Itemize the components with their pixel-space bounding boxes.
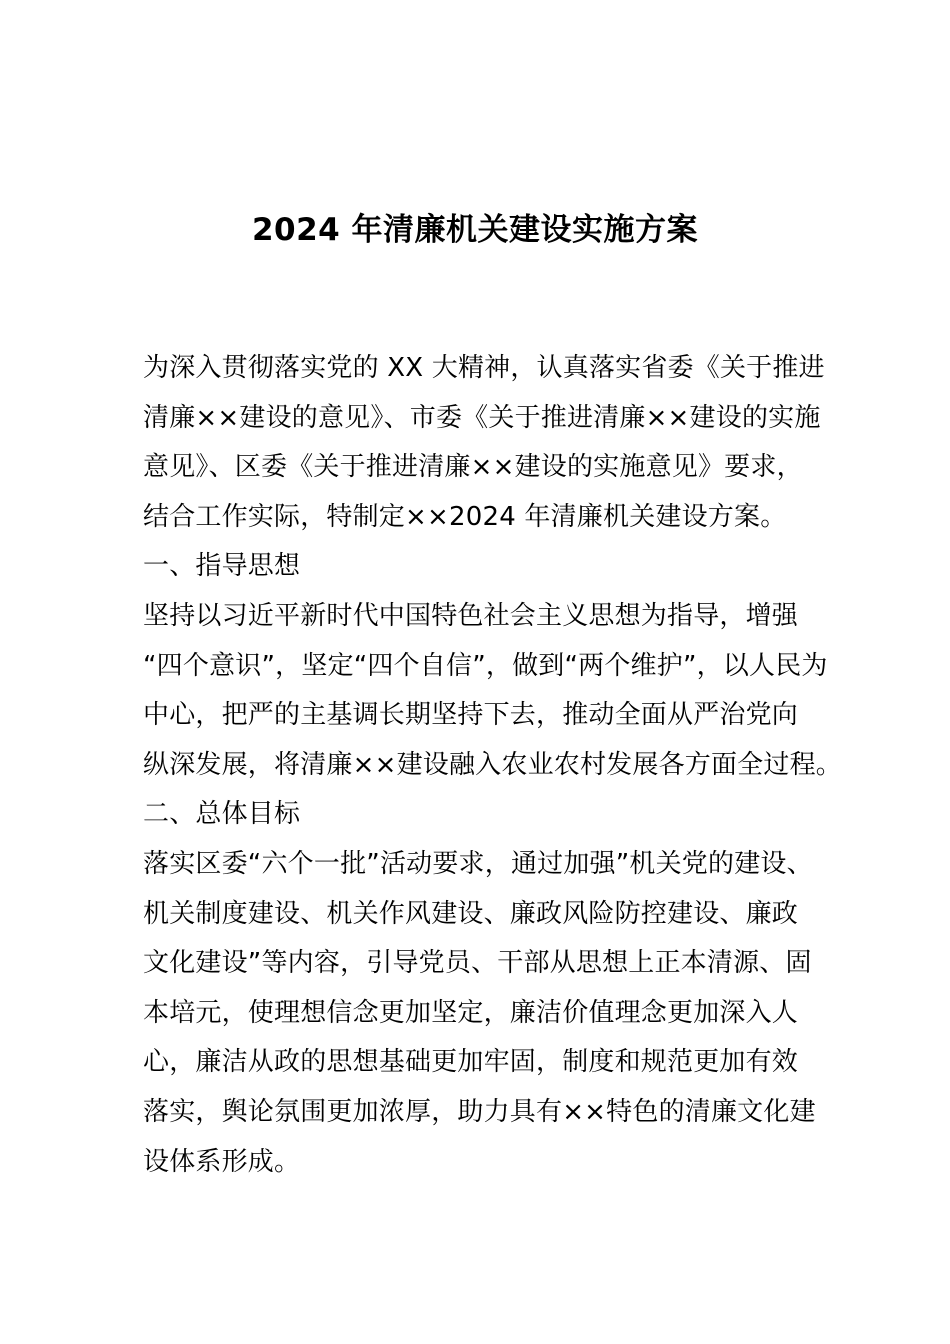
paragraph-guiding-line: 纵深发展，将清廉××建设融入农业农村发展各方面全过程。 <box>143 749 842 780</box>
paragraph-guiding-line: “四个意识”，坚定“四个自信”，做到“两个维护”，以人民为 <box>143 650 828 681</box>
section-heading-guiding-ideology: 一、指导思想 <box>143 551 301 582</box>
paragraph-intro-line: 意见》、区委《关于推进清廉××建设的实施意见》要求， <box>143 452 803 483</box>
paragraph-intro-line: 结合工作实际，特制定××2024 年清廉机关建设方案。 <box>143 501 787 532</box>
paragraph-goals-line: 设体系形成。 <box>143 1146 301 1177</box>
paragraph-goals-line: 落实，舆论氛围更加浓厚，助力具有××特色的清廉文化建 <box>143 1096 816 1127</box>
document-title: 2024 年清廉机关建设实施方案 <box>251 212 699 248</box>
paragraph-intro-line: 为深入贯彻落实党的 XX 大精神，认真落实省委《关于推进 <box>143 353 825 383</box>
paragraph-guiding-line: 中心，把严的主基调长期坚持下去，推动全面从严治党向 <box>143 700 799 731</box>
section-heading-overall-goals: 二、总体目标 <box>143 799 301 830</box>
document-body <box>143 344 842 1187</box>
paragraph-goals-line: 文化建设”等内容，引导党员、干部从思想上正本清源、固 <box>143 948 812 979</box>
paragraph-intro-line: 清廉××建设的意见》、市委《关于推进清廉××建设的实施 <box>143 402 821 433</box>
paragraph-guiding-line: 坚持以习近平新时代中国特色社会主义思想为指导，增强 <box>143 600 799 631</box>
paragraph-goals-line: 心，廉洁从政的思想基础更加牢固，制度和规范更加有效 <box>143 1047 799 1078</box>
paragraph-goals-line: 本培元，使理想信念更加坚定，廉洁价值理念更加深入人 <box>143 997 799 1028</box>
paragraph-goals-line: 机关制度建设、机关作风建设、廉政风险防控建设、廉政 <box>143 898 799 929</box>
paragraph-goals-line: 落实区委“六个一批”活动要求，通过加强”机关党的建设、 <box>143 848 813 879</box>
